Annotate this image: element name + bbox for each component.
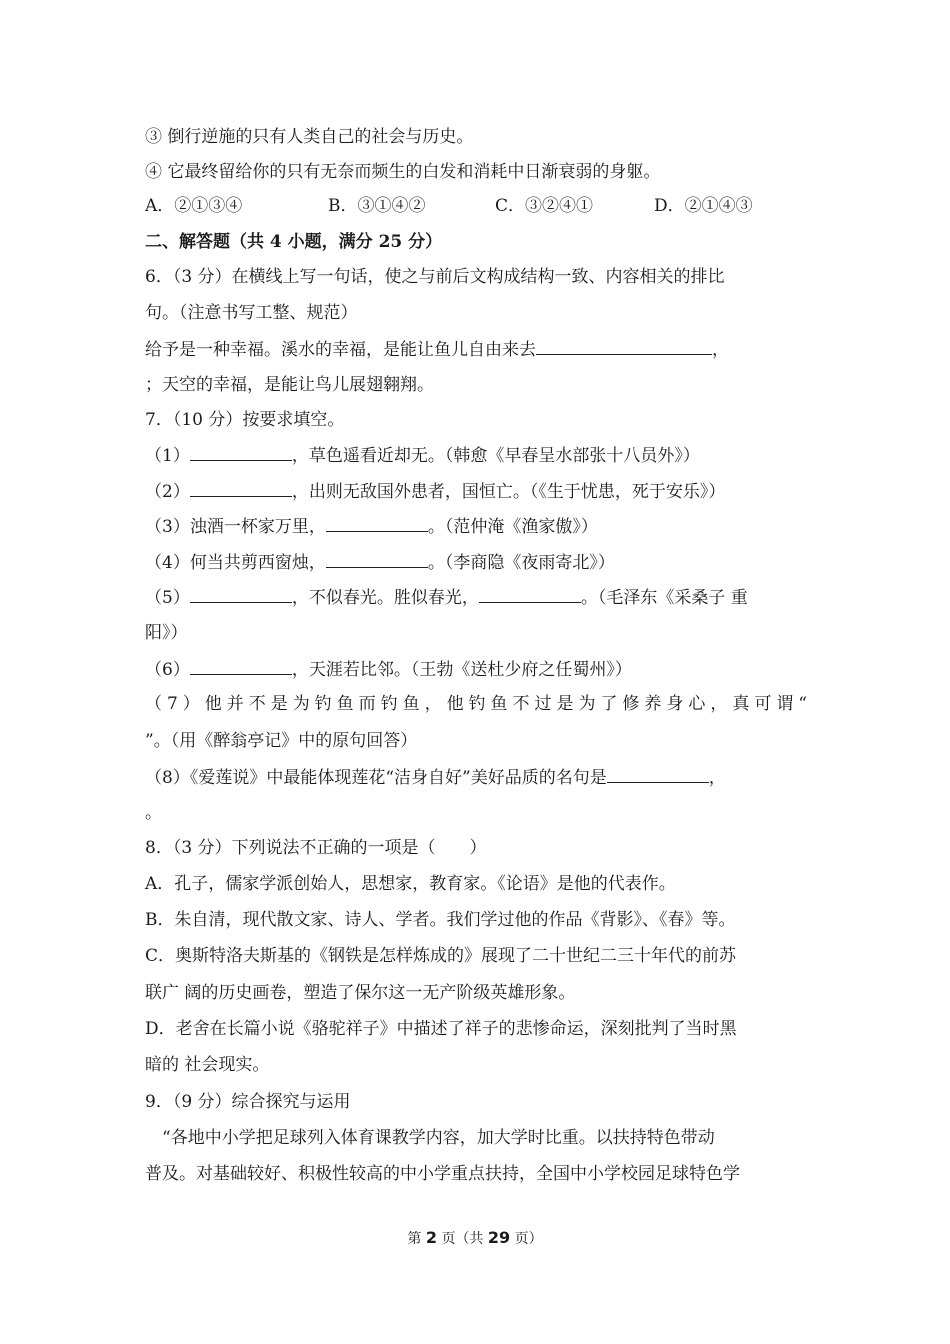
- text: 页）: [514, 1231, 543, 1247]
- text-line: [145, 479, 725, 504]
- text: ，天涯若比邻。（王勃《送杜少府之任蜀州》）: [291, 660, 632, 680]
- text-line: [145, 657, 632, 682]
- text: ，出则无敌国外患者，国恒亡。（《生于忧患，死于安乐》）: [291, 482, 726, 502]
- text-line: 联广 阔的历史画卷，塑造了保尔这一无产阶级英雄形象。: [145, 983, 576, 1003]
- text-line: [145, 337, 729, 362]
- option-b: B．③①④②: [328, 196, 426, 216]
- text-line: ④ 它最终留给你的只有无奈而频生的白发和消耗中日渐衰弱的身躯。: [145, 162, 661, 182]
- section-heading: 二、解答题（共 4 小题，满分 25 分）: [145, 232, 443, 252]
- text: ，不似春光。胜似春光，: [291, 588, 479, 608]
- text: 给予是一种幸福。溪水的幸福，是能让鱼儿自由来去: [145, 340, 536, 360]
- text-line: [145, 514, 598, 539]
- text-line: 暗的 社会现实。: [145, 1055, 270, 1075]
- text-line: 句。（注意书写工整、规范）: [145, 303, 358, 323]
- text-line: C．奥斯特洛夫斯基的《钢铁是怎样炼成的》展现了二十世纪二三十年代的前苏: [145, 946, 737, 966]
- text-line: [145, 585, 748, 610]
- question-7: 7．（10 分）按要求填空。: [145, 410, 345, 430]
- page-number: 2: [425, 1228, 437, 1247]
- text-line: （7）他并不是为钓鱼而钓鱼，他钓鱼不过是为了修养身心，真可谓“: [145, 694, 807, 714]
- text-line: “各地中小学把足球列入体育课教学内容，加大学时比重。以扶持特色带动: [162, 1128, 715, 1148]
- question-6: 6．（3 分）在横线上写一句话，使之与前后文构成结构一致、内容相关的排比: [145, 267, 725, 287]
- text: ，: [712, 340, 729, 360]
- text: 第: [407, 1231, 422, 1247]
- answer-blank[interactable]: [190, 443, 292, 461]
- text: 页（共: [441, 1231, 484, 1247]
- option-d: D．②①④③: [654, 196, 753, 216]
- text-line: ；天空的幸福，是能让鸟儿展翅翱翔。: [145, 375, 434, 395]
- page-footer: [0, 1228, 950, 1248]
- text-line: D．老舍在长篇小说《骆驼祥子》中描述了祥子的悲惨命运，深刻批判了当时黑: [145, 1019, 737, 1039]
- text-line: 普及。对基础较好、积极性较高的中小学重点扶持，全国中小学校园足球特色学: [145, 1164, 740, 1184]
- text-line: A．孔子，儒家学派创始人，思想家，教育家。《论语》是他的代表作。: [145, 874, 676, 894]
- text-line: [145, 550, 615, 575]
- answer-blank[interactable]: [607, 765, 709, 783]
- option-a: A．②①③④: [145, 196, 243, 216]
- text: 。（范仲淹《渔家傲》）: [427, 517, 598, 537]
- text-line: 。: [145, 803, 162, 823]
- option-c: C．③②④①: [495, 196, 594, 216]
- text: ，: [708, 768, 726, 788]
- text: （8）《爱莲说》中最能体现莲花“洁身自好”美好品质的名句是: [145, 768, 607, 788]
- text-line: ”。（用《醉翁亭记》中的原句回答）: [145, 731, 418, 751]
- text: （4）何当共剪西窗烛，: [145, 553, 326, 573]
- answer-blank[interactable]: [536, 337, 712, 355]
- text-line: ③ 倒行逆施的只有人类自己的社会与历史。: [145, 127, 474, 147]
- text-line: [145, 765, 726, 790]
- text: （3）浊酒一杯家万里，: [145, 517, 326, 537]
- text: ，草色遥看近却无。（韩愈《早春呈水部张十八员外》）: [291, 446, 700, 466]
- text: （5）: [145, 588, 190, 608]
- answer-blank[interactable]: [190, 479, 292, 497]
- answer-blank[interactable]: [326, 514, 428, 532]
- text-line: B．朱自清，现代散文家、诗人、学者。我们学过他的作品《背影》、《春》等。: [145, 910, 736, 930]
- text-line: [145, 443, 700, 468]
- answer-blank[interactable]: [190, 585, 292, 603]
- text: 。（李商隐《夜雨寄北》）: [427, 553, 615, 573]
- text: （2）: [145, 482, 190, 502]
- question-8: 8．（3 分）下列说法不正确的一项是（ ）: [145, 838, 487, 858]
- answer-blank[interactable]: [326, 550, 428, 568]
- text: 。（毛泽东《采桑子 重: [580, 588, 748, 608]
- answer-blank[interactable]: [190, 657, 292, 675]
- page-total: 29: [487, 1228, 511, 1247]
- question-9: 9．（9 分）综合探究与运用: [145, 1092, 351, 1112]
- answer-blank[interactable]: [479, 585, 581, 603]
- text-line: 阳》）: [145, 623, 188, 643]
- text: （6）: [145, 660, 190, 680]
- text: （1）: [145, 446, 190, 466]
